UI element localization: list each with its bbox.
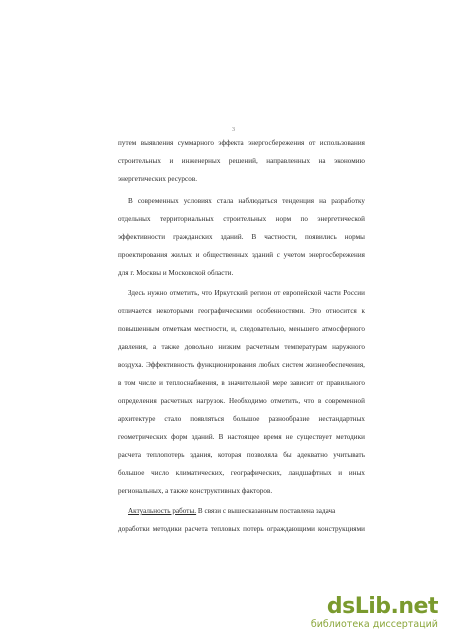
text-fragment: В связи с вышесказанным поставлена задача [196, 507, 336, 515]
text-line: определения расчетных нагрузок. Необходимо отметить, что в современной [118, 397, 365, 405]
text-line: расчета теплопотерь здания, которая позволяла бы адекватно учитывать [118, 451, 365, 459]
section-heading: Актуальность работы. [128, 507, 197, 515]
logo-tld: net [398, 594, 438, 619]
text-line: геометрических форм зданий. В настоящее время не существует методики [118, 433, 365, 441]
text-line: большое число климатических, географических, ландшафтных и иных [118, 469, 365, 477]
site-logo [308, 595, 438, 619]
text-line: отдельных территориальных строительных норм по энергетической [118, 215, 365, 223]
text-line: воздуха. Эффективность функционирования любых систем жизнеобеспечения, [118, 361, 365, 369]
text-line: отличается некоторыми географическими особенностями. Это относится к [118, 307, 365, 315]
text-line: давления, а также довольно низким расчетным температурам наружного [118, 343, 365, 351]
text-line: в том числе и теплоснабжения, в значительной мере зависит от правильного [118, 379, 365, 387]
text-line: Здесь нужно отметить, что Иркутский регион от европейской части России [128, 289, 365, 297]
watermark [308, 595, 438, 630]
text-line: строительных и инженерных решений, направленных на экономию [118, 157, 365, 165]
text-line: проектирования жилых и общественных зданий с учетом энергосбережения [118, 251, 365, 259]
text-line: энергетических ресурсов. [118, 175, 198, 183]
text-line: региональных, а также конструктивных факторов. [118, 487, 273, 495]
logo-dot: . [390, 594, 399, 619]
logo-main: dsLib [326, 594, 391, 619]
text-line: путем выявления суммарного эффекта энергосбережения от использования [118, 139, 365, 147]
text-line [128, 507, 365, 516]
text-line: для г. Москвы и Московской области. [118, 269, 234, 277]
text-line: архитектуре стало появляться большое разнообразие нестандартных [118, 415, 365, 423]
text-line: доработки методики расчета тепловых потерь ограждающими конструкциями [118, 525, 365, 533]
text-line: повышенным отметкам местности, и, следовательно, меньшего атмосферного [118, 325, 365, 333]
text-line: эффективности гражданских зданий. В частности, появились нормы [118, 233, 365, 241]
text-line: В современных условиях стала наблюдаться тенденция на разработку [128, 197, 365, 205]
page-number: 3 [232, 127, 235, 133]
watermark-subtitle: библиотека диссертаций [310, 619, 438, 630]
